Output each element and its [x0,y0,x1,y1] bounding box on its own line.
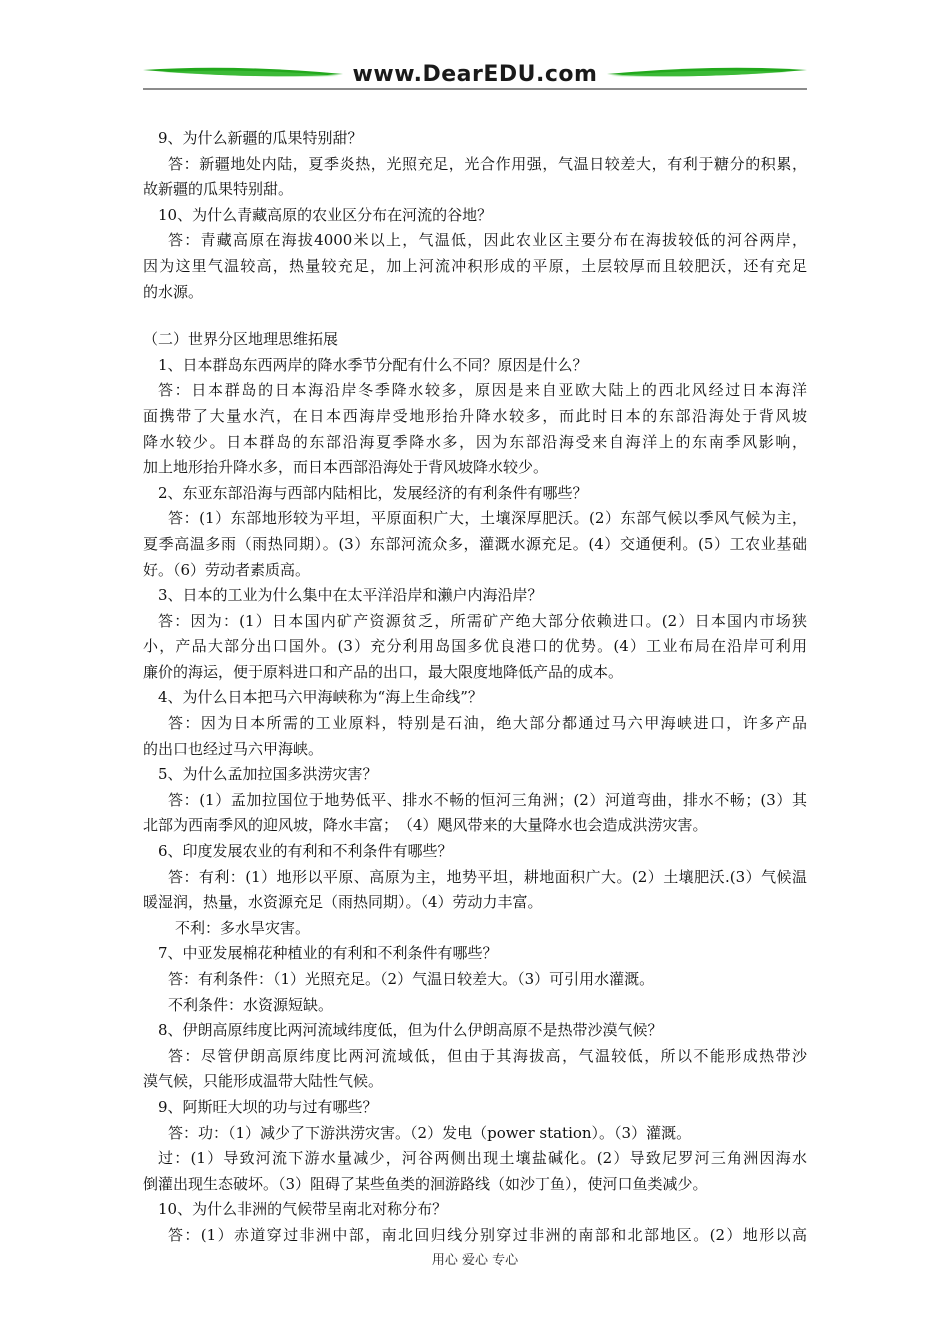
answer-line: 好。（6）劳动者素质高。 [143,560,311,579]
page-header [143,58,807,92]
answer-line: 答：有利：(1）地形以平原、高原为主，地势平坦，耕地面积广大。(2）土壤肥沃.(3）气候温 [168,867,807,886]
site-logo-text: www.DearEDU.com [352,62,598,87]
page-footer: 用心 爱心 专心 [431,1253,519,1268]
answer-line: 答：(1）赤道穿过非洲中部，南北回归线分别穿过非洲的南部和北部地区。(2）地形以高 [168,1225,807,1244]
question-line: 2、东亚东部沿海与西部内陆相比，发展经济的有利条件有哪些？ [158,483,588,502]
answer-line: 答：有利条件：（1）光照充足。（2）气温日较差大。（3）可引用水灌溉。 [168,970,655,988]
answer-line: 的出口也经过马六甲海峡。 [143,739,324,758]
answer-line: 答：(1）孟加拉国位于地势低平、排水不畅的恒河三角洲；(2）河道弯曲，排水不畅；(3）其 [168,790,807,809]
answer-line: 答：尽管伊朗高原纬度比两河流域低，但由于其海拔高，气温较低，所以不能形成热带沙 [168,1046,807,1065]
document-body [143,126,807,1249]
question-line: 9、为什么新疆的瓜果特别甜？ [158,129,363,147]
answer-line: 答：因为日本所需的工业原料，特别是石油，绝大部分都通过马六甲海峡进口，许多产品 [168,714,807,733]
answer-line: 故新疆的瓜果特别甜。 [143,180,294,199]
question-line: 4、为什么日本把马六甲海峡称为“海上生命线”？ [158,688,483,707]
answer-line: 因为这里气温较高，热量较充足，加上河流冲积形成的平原，土层较厚而且较肥沃，还有充足 [143,256,807,275]
answer-line: 不利：多水旱灾害。 [175,918,311,937]
question-line: 9、阿斯旺大坝的功与过有哪些？ [158,1097,378,1116]
answer-line: 不利条件：水资源短缺。 [168,995,334,1014]
section-gap [143,305,807,327]
question-line: 6、印度发展农业的有利和不利条件有哪些？ [158,842,453,861]
answer-line: 答：功：（1）减少了下游洪涝灾害。（2）发电（power station）。（3）灌溉。 [168,1123,692,1142]
answer-line: 小，产品大部分出口国外。(3）充分利用岛国多优良港口的优势。(4）工业布局在沿岸可利用 [143,637,807,656]
answer-line: 面携带了大量水汽，在日本西海岸受地形抬升降水较多，而此时日本的东部沿海处于背风坡 [143,406,807,425]
question-line: 3、日本的工业为什么集中在太平洋沿岸和濑户内海沿岸？ [158,586,543,605]
answer-line: 暖湿润，热量，水资源充足（雨热同期）。（4）劳动力丰富。 [143,893,543,912]
question-line: 1、日本群岛东西两岸的降水季节分配有什么不同？原因是什么？ [158,355,588,374]
answer-line: 加上地形抬升降水多，而日本西部沿海处于背风坡降水较少。 [143,458,549,477]
answer-line: 北部为西南季风的迎风坡，降水丰富； （4）飓风带来的大量降水也会造成洪涝灾害。 [143,816,708,835]
answer-line: 廉价的海运，便于原料进口和产品的出口，最大限度地降低产品的成本。 [143,662,624,681]
question-line: 10、为什么青藏高原的农业区分布在河流的谷地？ [158,205,493,224]
question-line: 7、中亚发展棉花种植业的有利和不利条件有哪些？ [158,944,498,963]
answer-line: 答：新疆地处内陆，夏季炎热，光照充足，光合作用强，气温日较差大，有利于糖分的积累， [168,154,807,173]
answer-line: 倒灌出现生态破坏。（3）阻碍了某些鱼类的洄游路线（如沙丁鱼），使河口鱼类减少。 [143,1174,708,1193]
answer-line: 的水源。 [143,282,204,301]
question-line: 10、为什么非洲的气候带呈南北对称分布？ [158,1200,448,1219]
answer-line: 答：青藏高原在海拔4000米以上，气温低，因此农业区主要分布在海拔较低的河谷两岸， [168,231,807,250]
answer-line: 夏季高温多雨（雨热同期）。(3）东部河流众多，灌溉水源充足。(4）交通便利。(5）工农业基础 [143,534,807,553]
question-line: 5、为什么孟加拉国多洪涝灾害？ [158,765,378,784]
question-line: 8、伊朗高原纬度比两河流域纬度低，但为什么伊朗高原不是热带沙漠气候？ [158,1021,663,1040]
answer-line: 答：日本群岛的日本海沿岸冬季降水较多，原因是来自亚欧大陆上的西北风经过日本海洋 [158,381,807,400]
answer-line: 答：因为：(1）日本国内矿产资源贫乏，所需矿产绝大部分依赖进口。(2）日本国内市场狭 [158,611,807,630]
answer-line: 答：(1）东部地形较为平坦，平原面积广大，土壤深厚肥沃。(2）东部气候以季风气候为主， [168,509,807,528]
answer-line: 过：(1）导致河流下游水量减少，河谷两侧出现土壤盐碱化。(2）导致尼罗河三角洲因海水 [158,1149,807,1168]
section-heading: （二）世界分区地理思维拓展 [143,330,339,349]
answer-line: 降水较少。日本群岛的东部沿海夏季降水多，因为东部沿海受来自海洋上的东南季风影响， [143,432,807,451]
answer-line: 漠气候，只能形成温带大陆性气候。 [143,1072,384,1091]
